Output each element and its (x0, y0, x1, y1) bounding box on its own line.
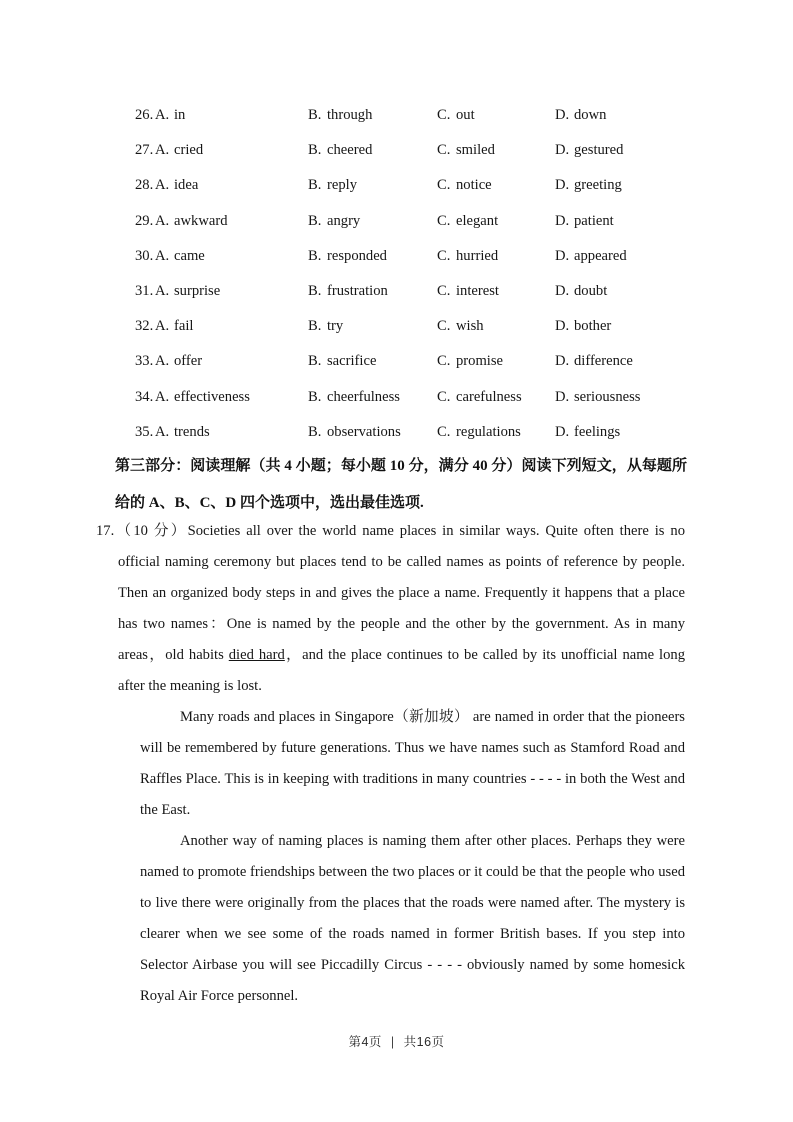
option-b (308, 309, 343, 344)
option-b (308, 274, 388, 309)
option-d-text: feelings (574, 423, 621, 440)
option-b-label: B. (308, 318, 322, 335)
option-c-text: out (456, 107, 475, 123)
option-a-label: A. (155, 212, 170, 229)
option-b-label: B. (308, 353, 322, 370)
option-d-text: down (574, 107, 607, 123)
mcq-section (0, 98, 793, 450)
option-c (437, 415, 521, 450)
option-b (308, 239, 387, 274)
option-d-text: patient (574, 212, 614, 229)
option-a (155, 168, 198, 203)
option-d-label: D. (555, 318, 570, 335)
paragraph-1-text-before: Societies all over the world name places in similar ways. Quite often there is no official naming ceremony but places tend to be called names as points of reference by people. Then an organized body steps in and gives the place a name. Frequently it happens that a place has two names：One is named by the people and the other by the government. As in many areas，old habits (118, 523, 685, 663)
option-c-label: C. (437, 353, 451, 370)
footer-page-number: 第4页 (348, 1035, 382, 1049)
option-a (155, 239, 205, 274)
question-row (0, 98, 793, 133)
option-a (155, 380, 250, 415)
question-row (0, 239, 793, 274)
option-d (555, 415, 620, 450)
option-c-text: wish (456, 318, 484, 335)
option-c (437, 239, 498, 274)
option-c-label: C. (437, 388, 451, 405)
question-number: 27. (135, 142, 154, 159)
option-d (555, 380, 640, 415)
option-d-label: D. (555, 247, 570, 264)
option-b-text: cheerfulness (327, 388, 400, 405)
option-b (308, 344, 376, 379)
question-number: 35. (135, 423, 154, 440)
option-a-label: A. (155, 318, 170, 335)
question-row (0, 204, 793, 239)
option-c-text: regulations (456, 423, 521, 440)
option-b (308, 415, 401, 450)
option-b (308, 98, 372, 133)
option-b-text: frustration (327, 282, 388, 299)
option-c (437, 98, 475, 133)
option-d-text: seriousness (574, 388, 641, 405)
option-b-text: reply (327, 177, 357, 194)
option-b-label: B. (308, 423, 322, 440)
option-b-text: angry (327, 212, 361, 229)
option-a (155, 204, 228, 239)
option-d-label: D. (555, 282, 570, 299)
option-c-text: smiled (456, 142, 495, 159)
option-d-text: bother (574, 318, 612, 335)
option-a (155, 133, 203, 168)
option-b-label: B. (308, 107, 322, 123)
option-a-label: A. (155, 177, 170, 194)
option-a-label: A. (155, 423, 170, 440)
footer-separator: | (390, 1035, 395, 1049)
option-a-text: came (174, 247, 205, 264)
question-row (0, 415, 793, 450)
option-b-text: try (327, 318, 344, 335)
option-c-text: notice (456, 177, 492, 194)
option-a-text: offer (174, 353, 203, 370)
question-number: 28. (135, 177, 154, 194)
option-b-label: B. (308, 388, 322, 405)
reading-passage (96, 516, 685, 1012)
option-d (555, 204, 614, 239)
option-b-label: B. (308, 142, 322, 159)
option-c-label: C. (437, 423, 451, 440)
passage-paragraph-1 (96, 516, 685, 702)
passage-paragraph-2: Many roads and places in Singapore（新加坡） are named in order that the pioneers will be remembered by future generations. Thus we have names such as Stamford Road and Raffles Place. This is in keeping with traditions in many countries - - - - in both the West and the East. (140, 709, 685, 818)
option-a-label: A. (155, 282, 170, 299)
option-c-text: promise (456, 353, 504, 370)
option-d-label: D. (555, 107, 570, 123)
option-a-label: A. (155, 107, 170, 123)
option-b (308, 133, 372, 168)
option-a-text: awkward (174, 212, 228, 229)
question-row (0, 133, 793, 168)
option-a-text: trends (174, 423, 210, 440)
option-c-text: hurried (456, 247, 499, 264)
option-a-label: A. (155, 388, 170, 405)
passage-paragraph-3: Another way of naming places is naming them after other places. Perhaps they were named to promote friendships between the two places or it could be that the people who used to live there were originally from the places that the roads were named after. The mystery is clearer when we see some of the roads named in former British bases. If you step into Selector Airbase you will see Piccadilly Circus - - - - obviously named by some homesick Royal Air Force personnel. (140, 833, 685, 1004)
option-d-text: appeared (574, 247, 627, 264)
option-c-label: C. (437, 107, 451, 123)
footer-total-pages: 共16页 (403, 1035, 445, 1049)
section-header: 第三部分：阅读理解（共 4 小题；每小题 10 分，满分 40 分）阅读下列短文，从每题所给的 A、B、C、D 四个选项中，选出最佳选项. (115, 458, 687, 511)
option-d (555, 133, 623, 168)
option-d-label: D. (555, 142, 570, 159)
option-b-text: sacrifice (327, 353, 377, 370)
option-c (437, 309, 484, 344)
option-a-text: idea (174, 177, 199, 194)
question-number: 29. (135, 212, 154, 229)
question-row (0, 380, 793, 415)
option-c (437, 344, 503, 379)
option-b-text: responded (327, 247, 387, 264)
question-number: 32. (135, 318, 154, 335)
option-c (437, 168, 492, 203)
option-b-text: through (327, 107, 373, 123)
option-d-label: D. (555, 353, 570, 370)
option-c-label: C. (437, 318, 451, 335)
option-a-text: fail (174, 318, 194, 335)
option-d (555, 274, 607, 309)
option-c-label: C. (437, 142, 451, 159)
option-d (555, 344, 633, 379)
option-d (555, 309, 611, 344)
paragraph-1-text-after: ，and the place continues to be called by its unofficial name long after the meaning is lost. (118, 647, 685, 694)
question-17-prefix: 17.（10 分） (96, 523, 188, 539)
option-b-label: B. (308, 177, 322, 194)
option-b-label: B. (308, 212, 322, 229)
question-row (0, 274, 793, 309)
question-number: 31. (135, 282, 154, 299)
option-a-label: A. (155, 247, 170, 264)
question-row (0, 168, 793, 203)
option-b (308, 168, 357, 203)
option-d-label: D. (555, 388, 570, 405)
option-a (155, 98, 185, 133)
option-c (437, 204, 498, 239)
option-a (155, 274, 220, 309)
option-d-label: D. (555, 177, 570, 194)
option-b-label: B. (308, 247, 322, 264)
question-number: 33. (135, 353, 154, 370)
option-c-text: carefulness (456, 388, 522, 405)
option-d-text: difference (574, 353, 633, 370)
option-d-text: gestured (574, 142, 624, 159)
question-row (0, 344, 793, 379)
option-d-label: D. (555, 423, 570, 440)
option-d-text: doubt (574, 282, 608, 299)
option-c-label: C. (437, 212, 451, 229)
option-c (437, 274, 499, 309)
option-d (555, 98, 606, 133)
question-number: 34. (135, 388, 154, 405)
option-a-label: A. (155, 142, 170, 159)
option-b (308, 380, 400, 415)
option-d-text: greeting (574, 177, 622, 194)
question-number: 26. (135, 107, 154, 123)
underlined-phrase: died hard (228, 647, 285, 663)
option-c-text: interest (456, 282, 499, 299)
question-number: 30. (135, 247, 154, 264)
option-c (437, 380, 522, 415)
option-a-text: in (174, 107, 186, 123)
option-c (437, 133, 495, 168)
option-c-text: elegant (456, 212, 499, 229)
page-footer (0, 1032, 793, 1052)
option-a-text: effectiveness (174, 388, 250, 405)
question-row (0, 309, 793, 344)
option-d-label: D. (555, 212, 570, 229)
option-c-label: C. (437, 247, 451, 264)
option-a-label: A. (155, 353, 170, 370)
option-a (155, 415, 210, 450)
option-c-label: C. (437, 177, 451, 194)
option-a (155, 344, 202, 379)
option-d (555, 168, 622, 203)
option-b-text: cheered (327, 142, 373, 159)
option-a-text: surprise (174, 282, 221, 299)
option-d (555, 239, 627, 274)
option-a-text: cried (174, 142, 204, 159)
option-c-label: C. (437, 282, 451, 299)
option-b (308, 204, 360, 239)
option-a (155, 309, 193, 344)
option-b-text: observations (327, 423, 401, 440)
option-b-label: B. (308, 282, 322, 299)
